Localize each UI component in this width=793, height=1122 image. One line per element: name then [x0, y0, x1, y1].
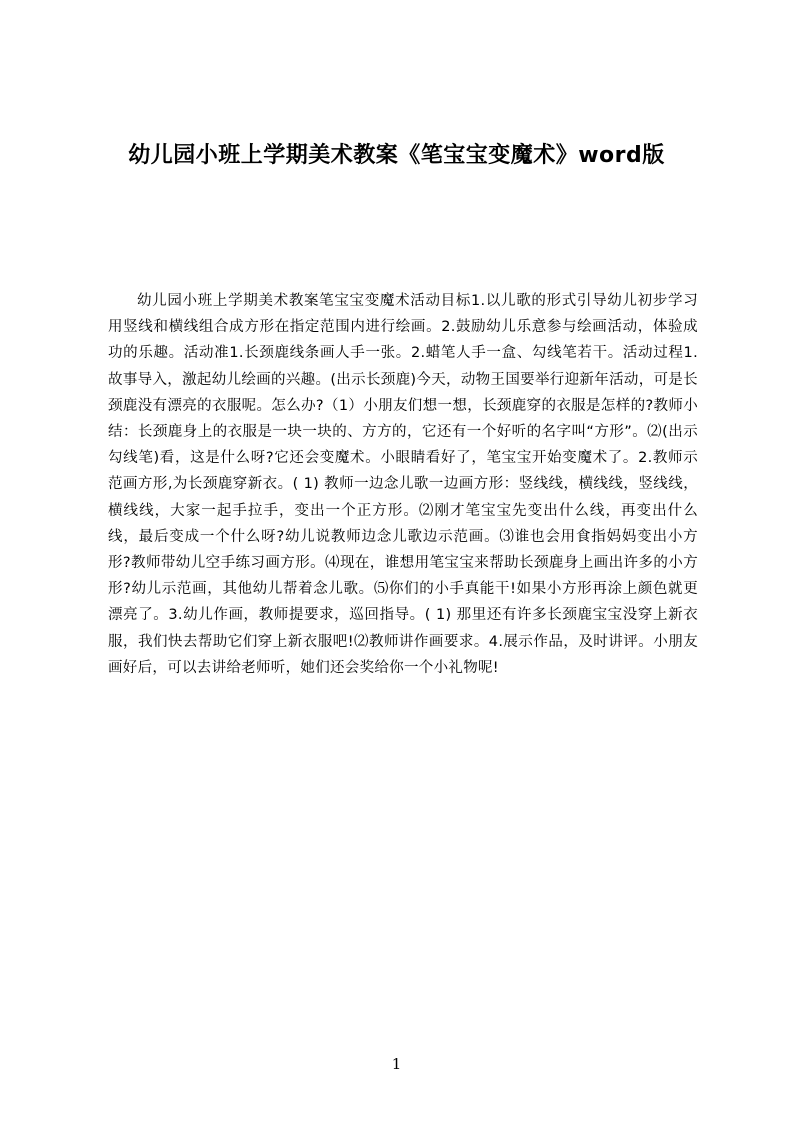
document-title: 幼儿园小班上学期美术教案《笔宝宝变魔术》word版	[128, 143, 665, 168]
page-number: 1	[391, 1055, 402, 1073]
body-paragraph: 幼儿园小班上学期美术教案笔宝宝变魔术活动目标1.以儿歌的形式引导幼儿初步学习用竖线和横线组合成方形在指定范围内进行绘画。2.鼓励幼儿乐意参与绘画活动，体验成功的乐趣。活动准1.长颈鹿线条画人手一张。2.蜡笔人手一盒、勾线笔若干。活动过程1.故事导入，激起幼儿绘画的兴趣。(出示长颈鹿)今天，动物王国要举行迎新年活动，可是长颈鹿没有漂亮的衣服呢。怎么办?（1）小朋友们想一想，长颈鹿穿的衣服是怎样的?教师小结：长颈鹿身上的衣服是一块一块的、方方的，它还有一个好听的名字叫“方形”。⑵(出示勾线笔)看，这是什么呀?它还会变魔术。小眼睛看好了，笔宝宝开始变魔术了。2.教师示范画方形,为长颈鹿穿新衣。( 1) 教师一边念儿歌一边画方形：竖线线，横线线，竖线线，横线线，大家一起手拉手，变出一个正方形。⑵刚才笔宝宝先变出什么线，再变出什么线，最后变成一个什么呀?幼儿说教师边念儿歌边示范画。⑶谁也会用食指妈妈变出小方形?教师带幼儿空手练习画方形。⑷现在，谁想用笔宝宝来帮助长颈鹿身上画出许多的小方形?幼儿示范画，其他幼儿帮着念儿歌。⑸你们的小手真能干!如果小方形再涂上颜色就更漂亮了。3.幼儿作画，教师提要求，巡回指导。( 1) 那里还有许多长颈鹿宝宝没穿上新衣服，我们快去帮助它们穿上新衣服吧!⑵教师讲作画要求。4.展示作品，及时讲评。小朋友画好后，可以去讲给老师听，她们还会奖给你一个小礼物呢!	[108, 293, 698, 676]
